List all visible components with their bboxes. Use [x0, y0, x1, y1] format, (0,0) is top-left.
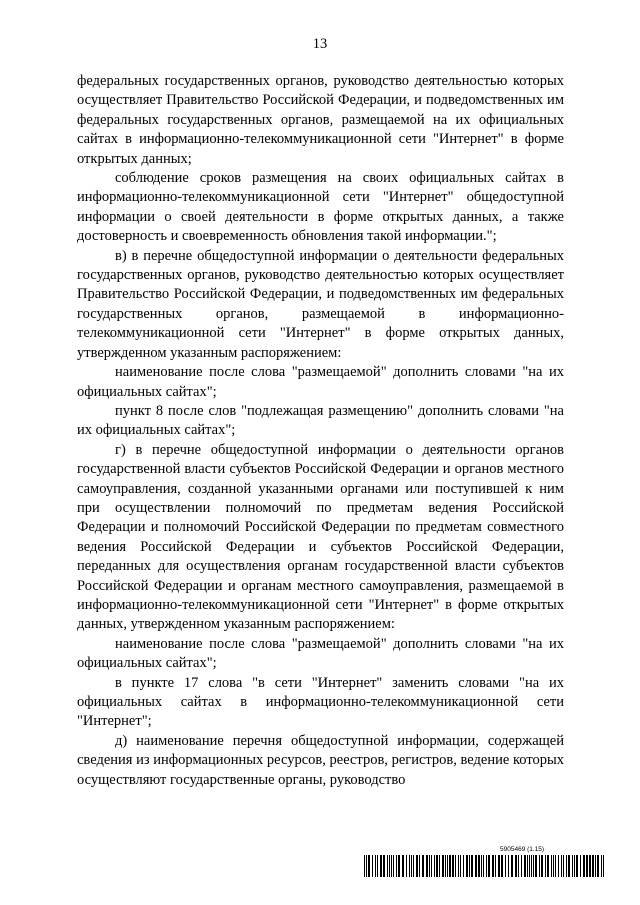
barcode-bar [603, 855, 604, 877]
barcode-bar [527, 855, 528, 877]
paragraph-8: в пункте 17 слова "в сети "Интернет" заменить словами "на их официальных сайтах в информационно-телекоммуникационной сети "Интернет"; [77, 674, 564, 730]
barcode-bar [551, 855, 552, 877]
barcode-bar [498, 855, 500, 877]
barcode-bar [568, 855, 570, 877]
barcode-bar [555, 855, 556, 877]
paragraph-6: г) в перечне общедоступной информации о деятельности органов государственной власти субъектов Российской Федерации и органов местного самоуправления, созданной указанными органами или поступившей к ним при осуществлении полномочий по предметам ведения Российской Федерации и полномочий Российской Федерации по предметам совместного ведения Российской Федерации и субъектов Российской Федерации, переданных для осуществления органам государственной власти субъектов Российской Федерации и органам местного самоуправления, размещаемой в информационно-телекоммуникационной сети "Интернет" в форме открытых данных, утвержденном указанным распоряжением: [77, 441, 564, 633]
barcode-bar [547, 855, 549, 877]
barcode-bar [434, 855, 435, 877]
barcode-bar [535, 855, 537, 877]
barcode-bar [366, 855, 367, 877]
barcode-bar [469, 855, 470, 877]
barcode-bar [393, 855, 394, 877]
barcode-bar [488, 855, 490, 877]
barcode-bar [466, 855, 468, 877]
barcode-bar [572, 855, 573, 877]
barcode-bar [558, 855, 559, 877]
barcode-bar [463, 855, 464, 877]
barcode-bar [495, 855, 496, 877]
barcode-bar [398, 855, 400, 877]
barcode-bar [481, 855, 482, 877]
paragraph-4: наименование после слова "размещаемой" дополнить словами "на их официальных сайтах"; [77, 364, 564, 400]
paragraph-2: соблюдение сроков размещения на своих официальных сайтах в информационно-телекоммуникационной сети "Интернет" общедоступной информации о своей деятельности в форме открытых данных, а также достоверность и своевременность обновления такой информации."; [77, 170, 564, 245]
barcode-bar [492, 855, 494, 877]
barcode-bar [452, 855, 454, 877]
barcode-bar [505, 855, 506, 877]
barcode-bar [521, 855, 522, 877]
barcode-bar [553, 855, 554, 877]
barcode-bar [471, 855, 473, 877]
barcode-bar [409, 855, 410, 877]
barcode-bar [580, 855, 581, 877]
barcode-bar [475, 855, 477, 877]
barcode-bar [402, 855, 404, 877]
barcode-bar [455, 855, 456, 877]
barcode-bar [447, 855, 448, 877]
document-body [77, 72, 564, 790]
barcode-bar [387, 855, 388, 877]
barcode-bar [416, 855, 418, 877]
barcode-bar [396, 855, 397, 877]
barcode-bar [518, 855, 519, 877]
paragraph-9: д) наименование перечня общедоступной информации, содержащей сведения из информационных ресурсов, реестров, регистров, ведение которых осуществляют государственные органы, руководство [77, 732, 564, 788]
barcode-bar [524, 855, 526, 877]
barcode-bar [486, 855, 487, 877]
barcode-bar [442, 855, 444, 877]
barcode-bar [368, 855, 370, 877]
barcode-bar [445, 855, 446, 877]
barcode-bar [589, 855, 591, 877]
barcode-bar [391, 855, 392, 877]
barcode-bar [436, 855, 438, 877]
barcode-bar [383, 855, 385, 877]
barcode-bar [380, 855, 382, 877]
barcode-bar [375, 855, 376, 877]
page-number: 13 [312, 36, 328, 52]
barcode-bar [592, 855, 594, 877]
barcode-bar [508, 855, 509, 877]
barcode-bar [483, 855, 484, 877]
barcode-bar [449, 855, 451, 877]
barcode-bar [545, 855, 546, 877]
barcode-bar [541, 855, 543, 877]
barcode-bar [533, 855, 534, 877]
barcode-id: 5905469 (1.15) [500, 846, 545, 853]
barcode-bar [389, 855, 390, 877]
barcode-image [364, 855, 604, 877]
barcode-bar [460, 855, 461, 877]
paragraph-1: федеральных государственных органов, руководство деятельностью которых осуществляет Правительство Российской Федерации, и подведомственных им федеральных государственных органов, размещаемой на их официальных сайтах в информационно-телекоммуникационной сети "Интернет" в форме открытых данных; [77, 73, 564, 167]
barcode-bar [413, 855, 414, 877]
barcode-bar [372, 855, 373, 877]
barcode-bar [431, 855, 432, 877]
barcode-bar [574, 855, 575, 877]
barcode-bar [422, 855, 424, 877]
barcode-bar [566, 855, 567, 877]
barcode-bar [529, 855, 530, 877]
barcode-bar [561, 855, 562, 877]
barcode-bar [411, 855, 412, 877]
barcode-bar [531, 855, 532, 877]
barcode-bar [458, 855, 459, 877]
barcode-bar [478, 855, 480, 877]
barcode-bar [439, 855, 440, 877]
paragraph-3: в) в перечне общедоступной информации о деятельности федеральных государственных органов, руководство деятельностью которых осуществляет Правительство Российской Федерации, и подведомственных им федеральных государственных органов, размещаемой в информационно-телекоммуникационной сети "Интернет" в форме открытых данных, утвержденном указанным распоряжением: [77, 247, 564, 361]
barcode-bar [597, 855, 599, 877]
barcode-bar [377, 855, 378, 877]
barcode-bar [429, 855, 430, 877]
barcode-bar [595, 855, 596, 877]
barcode-bar [601, 855, 602, 877]
barcode-bar [426, 855, 428, 877]
barcode-bar [563, 855, 564, 877]
barcode-bar [583, 855, 585, 877]
paragraph-5: пункт 8 после слов "подлежащая размещению" дополнить словами "на их официальных сайтах"; [77, 402, 564, 439]
barcode-bar [511, 855, 513, 877]
barcode-bar [419, 855, 420, 877]
barcode-bar [539, 855, 540, 877]
barcode-bar [586, 855, 588, 877]
barcode-bar [515, 855, 517, 877]
barcode-bar [406, 855, 407, 877]
paragraph-7: наименование после слова "размещаемой" дополнить словами "на их официальных сайтах"; [77, 635, 564, 672]
barcode-bar [576, 855, 578, 877]
barcode-bar [364, 855, 365, 877]
barcode-bar [501, 855, 503, 877]
